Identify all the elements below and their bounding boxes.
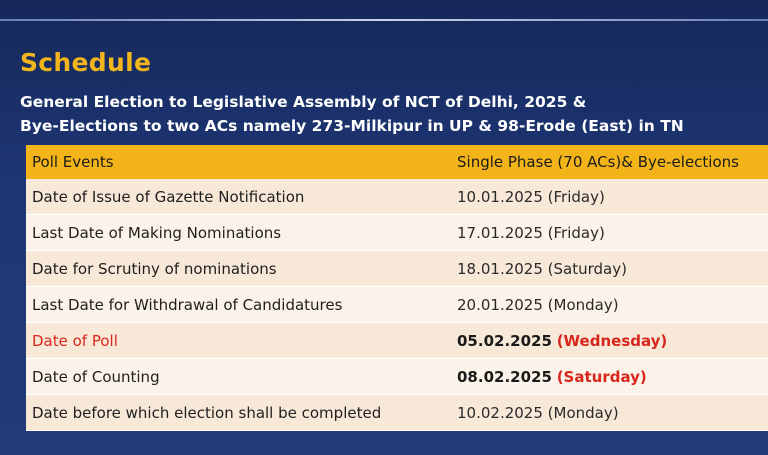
date-value: 10.01.2025 [457, 187, 543, 206]
subtitle [20, 90, 760, 138]
date-cell [449, 395, 768, 431]
day-value: (Saturday) [547, 259, 627, 278]
date-value: 08.02.2025 [457, 367, 552, 386]
day-value: (Friday) [547, 223, 605, 242]
date-value: 20.01.2025 [457, 295, 543, 314]
table-row [26, 359, 768, 395]
subtitle-line-1: General Election to Legislative Assembly of NCT of Delhi, 2025 & [20, 93, 587, 111]
schedule-table [26, 145, 768, 431]
date-cell [449, 359, 768, 395]
event-election-completed: Date before which election shall be completed [26, 395, 449, 431]
table-header-row [26, 145, 768, 179]
date-cell [449, 179, 768, 215]
event-scrutiny: Date for Scrutiny of nominations [26, 251, 449, 287]
table-row [26, 323, 768, 359]
header-poll-events: Poll Events [26, 145, 449, 179]
table-row [26, 215, 768, 251]
subtitle-line-2: Bye-Elections to two ACs namely 273-Milkipur in UP & 98-Erode (East) in TN [20, 117, 684, 135]
day-value: (Monday) [547, 295, 619, 314]
event-gazette-notification: Date of Issue of Gazette Notification [26, 179, 449, 215]
page-title: Schedule [20, 48, 152, 77]
date-value: 17.01.2025 [457, 223, 543, 242]
date-cell [449, 323, 768, 359]
table-row [26, 395, 768, 431]
day-value: (Friday) [547, 187, 605, 206]
date-cell [449, 215, 768, 251]
event-last-date-nominations: Last Date of Making Nominations [26, 215, 449, 251]
date-value: 10.02.2025 [457, 403, 543, 422]
header-single-phase: Single Phase (70 ACs)& Bye-elections [449, 145, 768, 179]
table-row [26, 251, 768, 287]
table-row [26, 287, 768, 323]
date-value: 18.01.2025 [457, 259, 543, 278]
day-value: (Saturday) [556, 367, 647, 386]
event-date-of-counting: Date of Counting [26, 359, 449, 395]
top-divider [0, 19, 768, 21]
date-value: 05.02.2025 [457, 331, 552, 350]
table-row [26, 179, 768, 215]
bottom-bar [0, 440, 768, 455]
day-value: (Monday) [547, 403, 619, 422]
date-cell [449, 251, 768, 287]
date-cell [449, 287, 768, 323]
day-value: (Wednesday) [556, 331, 668, 350]
event-date-of-poll: Date of Poll [26, 323, 449, 359]
event-withdrawal: Last Date for Withdrawal of Candidatures [26, 287, 449, 323]
